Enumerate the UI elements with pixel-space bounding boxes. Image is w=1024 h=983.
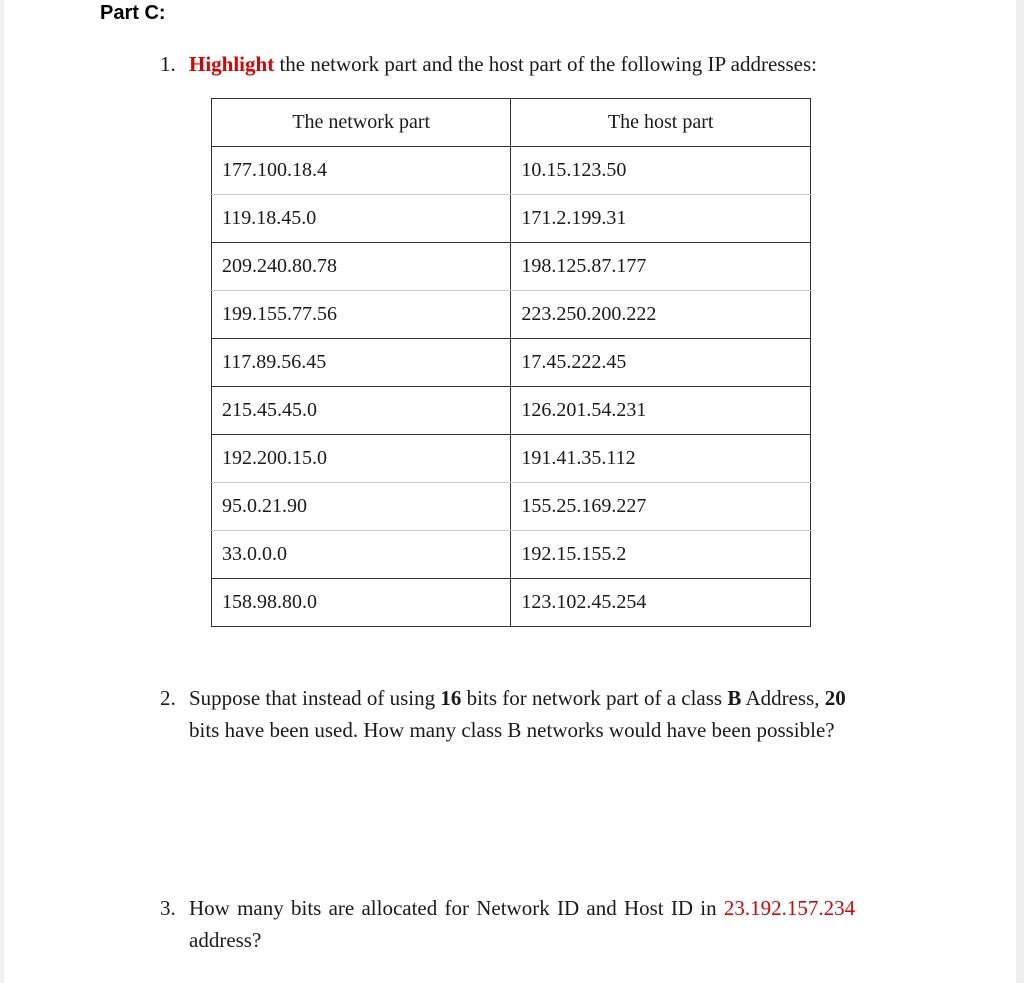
document-page [4, 0, 1016, 983]
q2-bits-16: 16 [440, 686, 462, 710]
q3-text-a: How many bits are allocated for Network ID and Host ID in [189, 896, 724, 920]
network-cell: 33.0.0.0 [212, 531, 511, 579]
table-row [212, 291, 811, 339]
table-row [212, 339, 811, 387]
network-cell: 199.155.77.56 [212, 291, 511, 339]
network-cell: 192.200.15.0 [212, 435, 511, 483]
question-2-number: 2. [160, 686, 176, 710]
question-1-number: 1. [160, 52, 176, 76]
network-cell: 177.100.18.4 [212, 147, 511, 195]
host-cell: 17.45.222.45 [511, 339, 811, 387]
question-1-rest: the network part and the host part of the following IP addresses: [274, 52, 817, 76]
table-row [212, 195, 811, 243]
table-row [212, 531, 811, 579]
part-heading: Part C: [100, 2, 166, 24]
network-cell: 209.240.80.78 [212, 243, 511, 291]
question-1-text [189, 48, 817, 80]
q3-ip-address: 23.192.157.234 [723, 896, 856, 920]
network-cell: 95.0.21.90 [212, 483, 511, 531]
ip-address-table [211, 98, 811, 627]
network-cell: 117.89.56.45 [212, 339, 511, 387]
table-row [212, 435, 811, 483]
question-2-line-2: bits have been used. How many class B networks would have been possible? [189, 718, 835, 742]
highlight-word: Highlight [189, 52, 275, 76]
question-3-number: 3. [160, 896, 176, 920]
table-row [212, 243, 811, 291]
header-network-part: The network part [212, 99, 511, 147]
question-3-line-2: address? [189, 928, 262, 952]
table-row [212, 387, 811, 435]
host-cell: 192.15.155.2 [511, 531, 811, 579]
question-1 [160, 48, 920, 80]
header-host-part: The host part [511, 99, 811, 147]
host-cell: 191.41.35.112 [511, 435, 811, 483]
table-row [212, 579, 811, 627]
question-2-line-1 [189, 682, 846, 714]
host-cell: 155.25.169.227 [511, 483, 811, 531]
host-cell: 198.125.87.177 [511, 243, 811, 291]
question-3 [160, 892, 940, 956]
q2-text-a: Suppose that instead of using [189, 686, 441, 710]
q2-text-c: Address, [741, 686, 825, 710]
table-header-row [212, 99, 811, 147]
table-row [212, 147, 811, 195]
network-cell: 119.18.45.0 [212, 195, 511, 243]
question-3-line-1 [189, 892, 855, 924]
network-cell: 158.98.80.0 [212, 579, 511, 627]
host-cell: 10.15.123.50 [511, 147, 811, 195]
network-cell: 215.45.45.0 [212, 387, 511, 435]
table-row [212, 483, 811, 531]
q2-text-b: bits for network part of a class [461, 686, 728, 710]
q2-class-b: B [727, 686, 742, 710]
question-2 [160, 682, 940, 746]
host-cell: 171.2.199.31 [511, 195, 811, 243]
q2-bits-20: 20 [824, 686, 846, 710]
host-cell: 123.102.45.254 [511, 579, 811, 627]
host-cell: 223.250.200.222 [511, 291, 811, 339]
host-cell: 126.201.54.231 [511, 387, 811, 435]
